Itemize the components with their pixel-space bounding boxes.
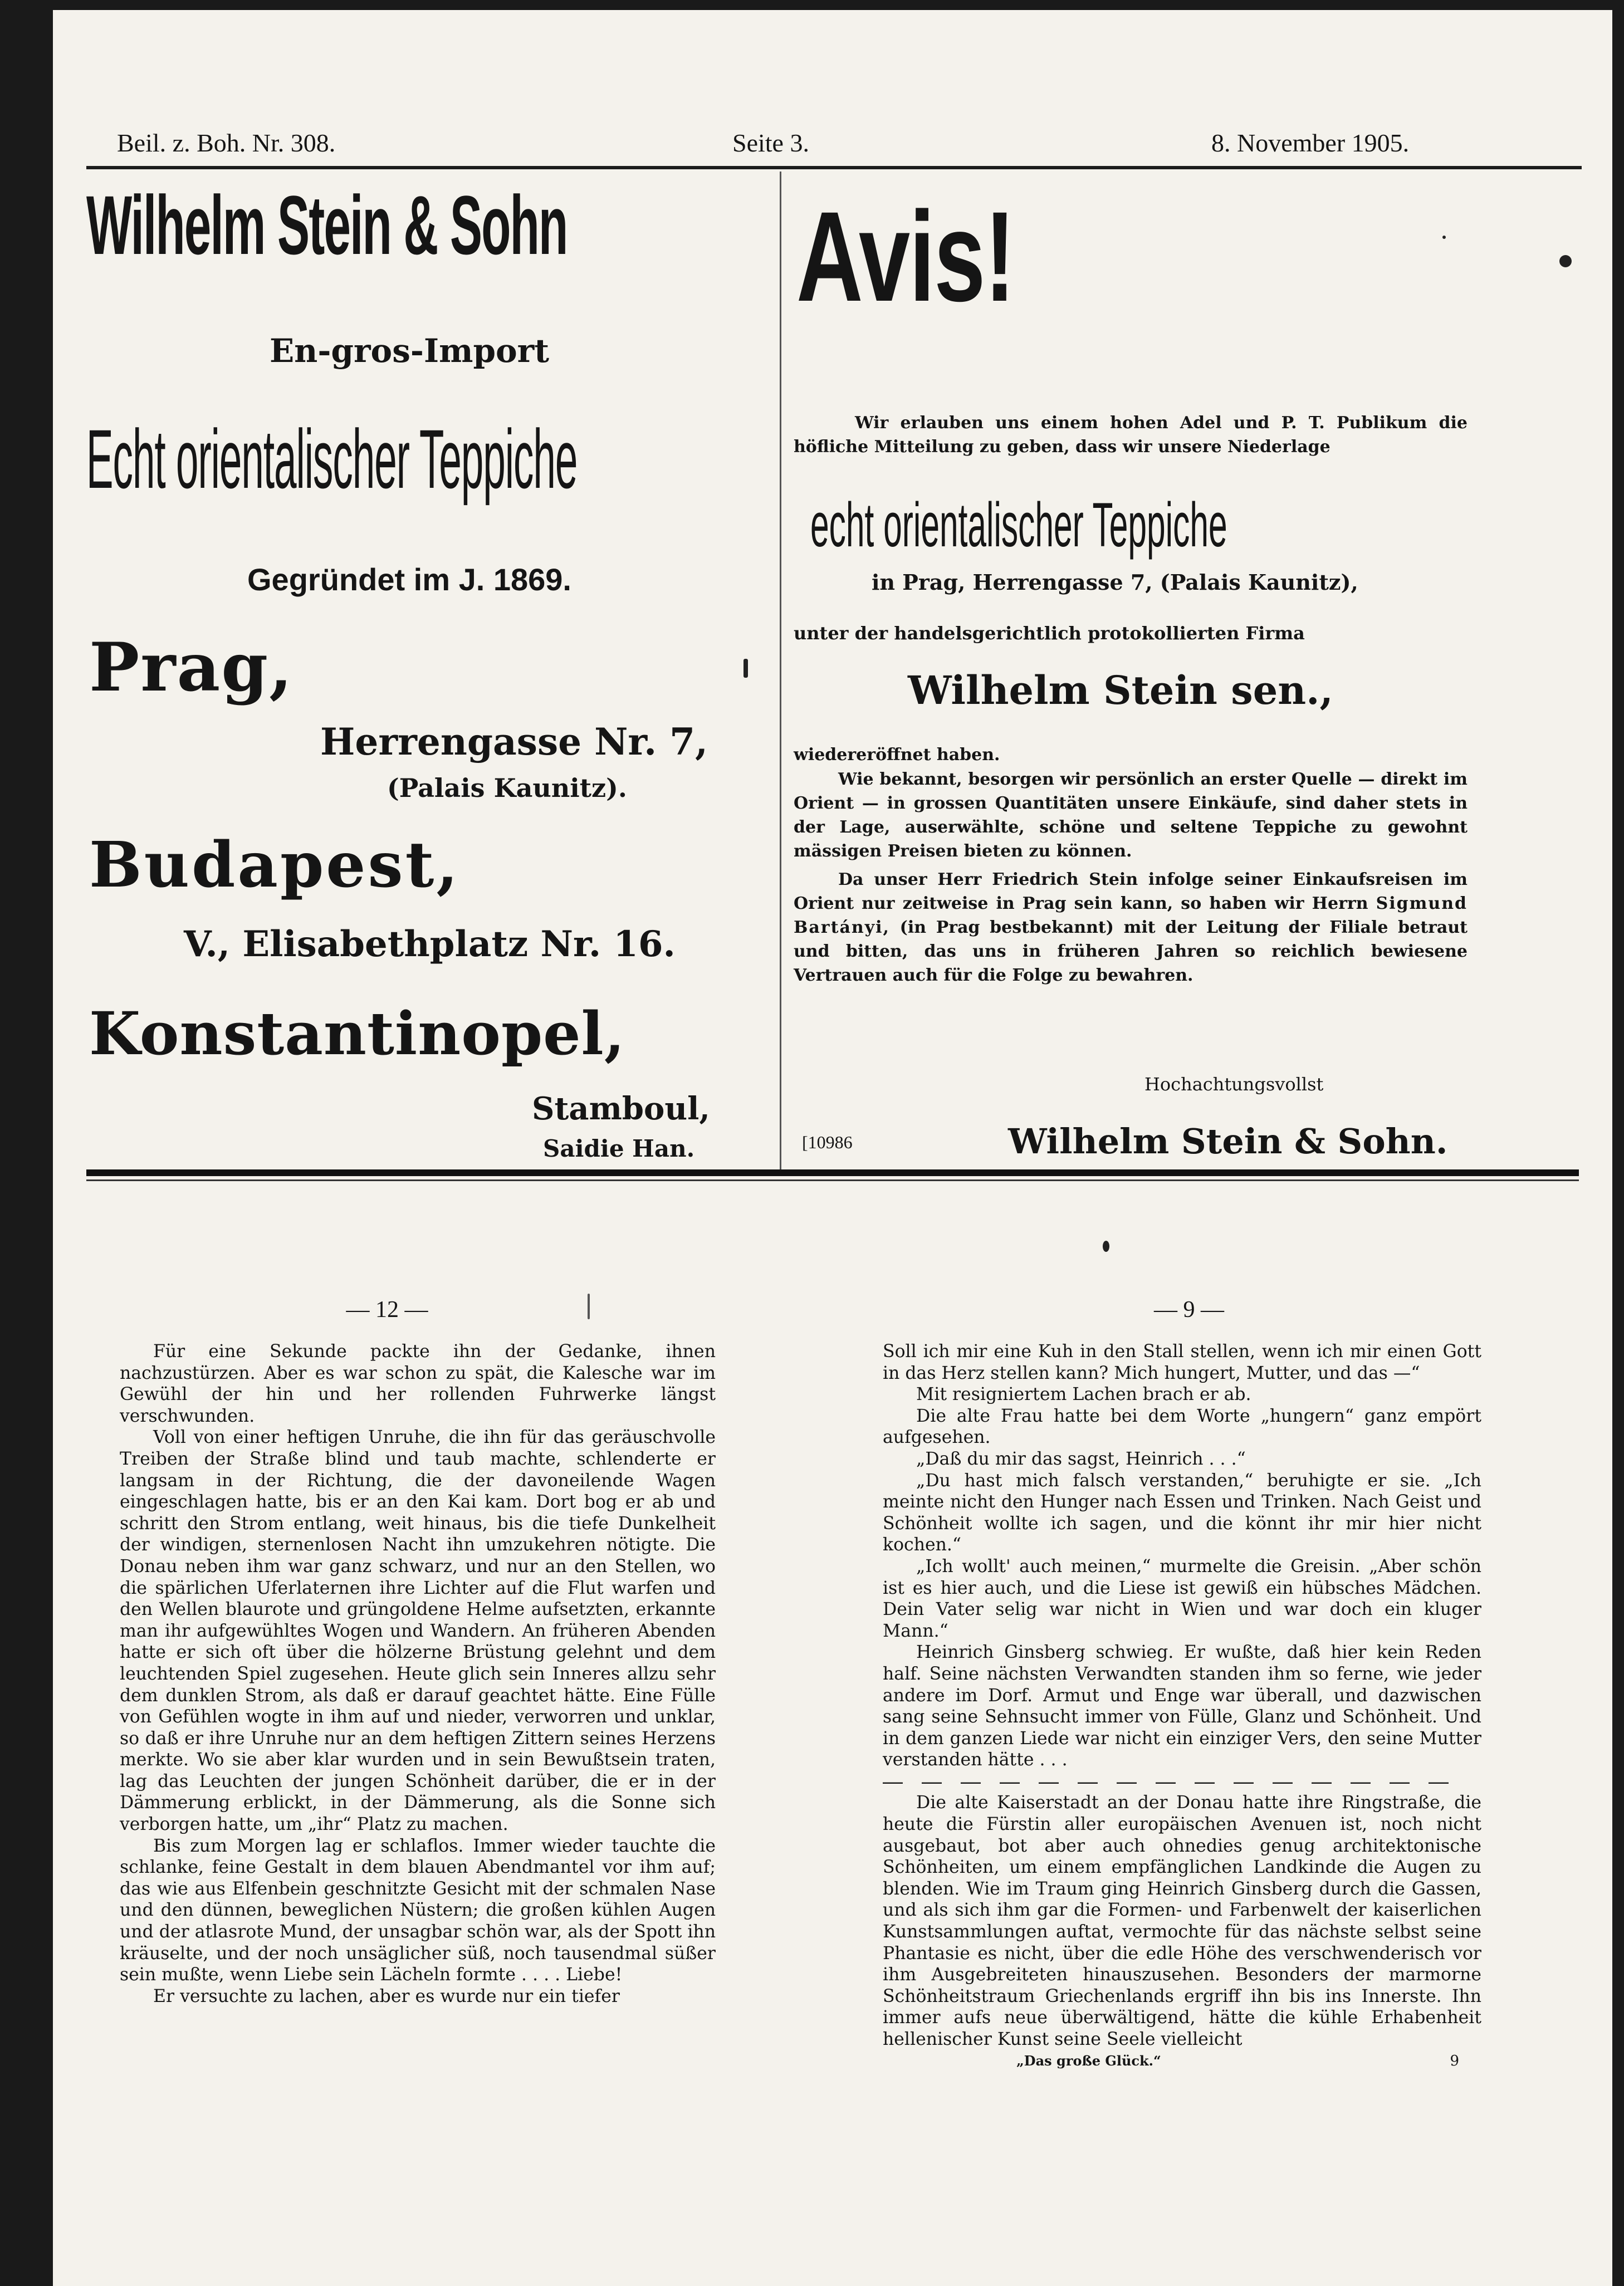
story-left-page-number: — 12 — — [346, 1297, 428, 1323]
print-speck — [1103, 1241, 1109, 1252]
budapest-address: V., Elisabethplatz Nr. 16. — [184, 923, 676, 965]
story-right-page-number: — 9 — — [1154, 1297, 1224, 1323]
story-right-paragraph: Mit resigniertem Lachen brach er ab. — [916, 1384, 1251, 1405]
avis-firm-name: Wilhelm Stein sen., — [908, 667, 1333, 713]
story-right-column — [883, 1341, 1481, 2073]
section-rule-thin — [86, 1179, 1579, 1181]
catchword: „Das große Glück.“ — [1016, 2052, 1161, 2069]
engros-import: En-gros-Import — [269, 332, 550, 370]
page-number-header: Seite 3. — [732, 129, 809, 157]
avis-closing: Hochachtungsvollst — [1144, 1074, 1324, 1095]
avis-signature: Wilhelm Stein & Sohn. — [1008, 1121, 1448, 1162]
avis-title: Avis! — [796, 185, 1015, 328]
story-right-paragraph: Die alte Frau hatte bei dem Worte „hungern“ ganz empört aufgesehen. — [883, 1406, 1481, 1448]
header-rule — [86, 166, 1582, 169]
print-speck — [588, 1294, 590, 1319]
newspaper-page — [53, 10, 1612, 2286]
issue-reference: Beil. z. Boh. Nr. 308. — [117, 129, 336, 157]
prag-palais: (Palais Kaunitz). — [387, 773, 627, 803]
story-right-paragraph: Die alte Kaiserstadt an der Donau hatte ihre Ringstraße, die heute die Fürstin aller europäischen Avenuen ist, noch nicht ausgebaut, bot aber auch ohnedies genug architektonische Schönheiten, um einem empfänglichen Landkinde die Augen zu blenden. Wie im Traum ging Heinrich Ginsberg durch die Gassen, und als sich ihm gar die Formen- und Farbenwelt der kaiserlichen Kunstsammlungen auftat, vermochte für das nächste selbst seine Phantasie es nicht, über die edle Höhe des verschwenderisch vor ihm Ausgebreiteten hinauszusehen. Besonders der marmorne Schönheitstraum Griechenlands ergriff ihn bis ins Innerste. Ihn immer aufs neue überwältigend, hätte die kühle Erhabenheit hellenischer Kunst seine Seele vielleicht — [883, 1793, 1481, 2049]
avis-intro: Wir erlauben uns einem hohen Adel und P. T. Publikum die höfliche Mitteilung zu geben, dass wir unsere Niederlage — [794, 413, 1468, 457]
avis-paragraph-2-end: (in Prag bestbekannt) mit der Leitung der Filiale betraut und bitten, das uns in früheren Jahren so reichlich bewiesene Vertrauen auch für die Folge zu bewahren. — [794, 918, 1468, 985]
founded-year: Gegründet im J. 1869. — [247, 562, 571, 597]
firm-name-heading: Wilhelm Stein & Sohn — [86, 178, 568, 272]
avis-reopened: wiedereröffnet haben. — [794, 745, 1000, 765]
section-divider-dashes: — — — — — — — — — — — — — — — — [883, 1769, 1456, 1793]
print-speck — [1559, 255, 1572, 267]
print-speck — [1442, 236, 1446, 239]
story-left-column — [120, 1341, 716, 2007]
column-divider — [780, 172, 781, 1174]
story-right-footer — [883, 2050, 1481, 2073]
avis-firm-line: unter der handelsgerichtlich protokollierten Firma — [794, 623, 1305, 644]
avis-paragraph-2-start: Da unser Herr Friedrich Stein infolge seiner Einkaufsreisen im Orient nur zeitweise in Prag sein kann, so haben wir Herrn — [794, 870, 1468, 913]
section-rule — [86, 1169, 1579, 1176]
signature-mark: 9 — [1450, 2052, 1459, 2069]
ad-reference-number: [10986 — [802, 1132, 853, 1152]
city-konstantinopel: Konstantinopel, — [89, 998, 625, 1068]
avis-paragraph-2 — [794, 868, 1468, 987]
avis-product: echt orientalischer Teppiche — [810, 490, 1227, 560]
story-right-paragraph: „Daß du mir das sagst, Heinrich . . .“ — [916, 1448, 1246, 1469]
story-right-paragraph: „Ich wollt' auch meinen,“ murmelte die Greisin. „Aber schön ist es hier auch, und die Liese ist gewiß ein hübsches Mädchen. Dein Vater selig war nicht in Wien und war doch ein kluger Mann.“ — [883, 1556, 1481, 1641]
story-right-paragraph: „Du hast mich falsch verstanden,“ beruhigte er sie. „Ich meinte nicht den Hunger nach Essen und Trinken. Nach Geist und Schönheit wollte ich sagen, und die könnt ihr mir hier nicht kochen.“ — [883, 1470, 1481, 1555]
city-prag: Prag, — [89, 628, 294, 707]
konst-han: Saidie Han. — [543, 1135, 695, 1162]
city-budapest: Budapest, — [89, 829, 461, 902]
story-left-paragraph: Für eine Sekunde packte ihn der Gedanke, ihnen nachzustürzen. Aber es war schon zu spät, die Kalesche war im Gewühl der hin und her rollenden Fuhrwerke längst verschwunden. — [120, 1342, 716, 1426]
prag-address: Herrengasse Nr. 7, — [320, 720, 708, 763]
manager-name: Sigmund Bartányi, — [794, 894, 1468, 937]
avis-paragraph-1: Wie bekannt, besorgen wir persönlich an erster Quelle — direkt im Orient — in grossen Quantitäten unsere Einkäufe, sind daher stets in der Lage, auserwählte, schöne und seltene Teppiche zu gewohnt mässigen Preisen bieten zu können. — [794, 770, 1468, 861]
konst-district: Stamboul, — [532, 1090, 710, 1127]
print-speck — [743, 659, 748, 678]
issue-date: 8. November 1905. — [1211, 129, 1410, 157]
product-heading: Echt orientalischer Teppiche — [86, 412, 578, 506]
story-left-paragraph: Er versuchte zu lachen, aber es wurde nur ein tiefer — [153, 1986, 620, 2006]
story-right-paragraph: Heinrich Ginsberg schwieg. Er wußte, daß hier kein Reden half. Seine nächsten Verwandten standen ihm so ferne, wie jeder andere im Dorf. Armut und Enge war überall, und dazwischen sang seine Sehnsucht immer von Fülle, Glanz und Schönheit. Und in dem ganzen Liede war nicht ein einziger Vers, den seine Mutter verstanden hätte . . . — [883, 1642, 1481, 1770]
story-left-paragraph: Bis zum Morgen lag er schlaflos. Immer wieder tauchte die schlanke, feine Gestalt in dem blauen Abendmantel vor ihm auf; das wie aus Elfenbein geschnitzte Gesicht mit der schmalen Nase und den dünnen, beweglichen Nüstern; die großen kühlen Augen und der atlasrote Mund, der unsagbar schön war, als der Spott ihn kräuselte, und der noch unsäglicher süß, noch tausendmal süßer sein mußte, wenn Liebe sein Lächeln formte . . . . Liebe! — [120, 1835, 716, 1985]
avis-location: in Prag, Herrengasse 7, (Palais Kaunitz), — [872, 570, 1358, 595]
story-right-paragraph: Soll ich mir eine Kuh in den Stall stellen, wenn ich mir einen Gott in das Herz stellen kann? Mich hungert, Mutter, und das —“ — [883, 1342, 1481, 1383]
story-left-paragraph: Voll von einer heftigen Unruhe, die ihn für das geräuschvolle Treiben der Straße blind und taub machte, schlenderte er langsam in der Richtung, die der davoneilende Wagen eingeschlagen hatte, bis er an den Kai kam. Dort bog er ab und schritt den Strom entlang, weit hinaus, bis die tiefe Dunkelheit der windigen, sternenlosen Nacht ihn umzukehren nötigte. Die Donau neben ihm war ganz schwarz, und nur an den Stellen, wo die spärlichen Uferlaternen ihre Lichter auf die Flut warfen und den Wellen blaurote und grüngoldene Helme aufsetzten, erkannte man ihr aufgewühltes Wogen und Wandern. An früheren Abenden hatte er sich oft über die hölzerne Brüstung gelehnt und dem leuchtenden Spiel zugesehen. Heute glich sein Inneres allzu sehr dem dunklen Strom, als daß er darauf geachtet hätte. Eine Fülle von Gefühlen wogte in ihm auf und nieder, verworren und unklar, so daß er ihre Unruhe nur an dem heftigen Zittern seines Herzens merkte. Wo sie aber klar wurden und in sein Bewußtsein traten, lag das Leuchten der jungen Schönheit darüber, die er in der Dämmerung erblickt, in der Dämmerung, als die Sonne sich verborgen hatte, um „ihr“ Platz zu machen. — [120, 1427, 716, 1835]
